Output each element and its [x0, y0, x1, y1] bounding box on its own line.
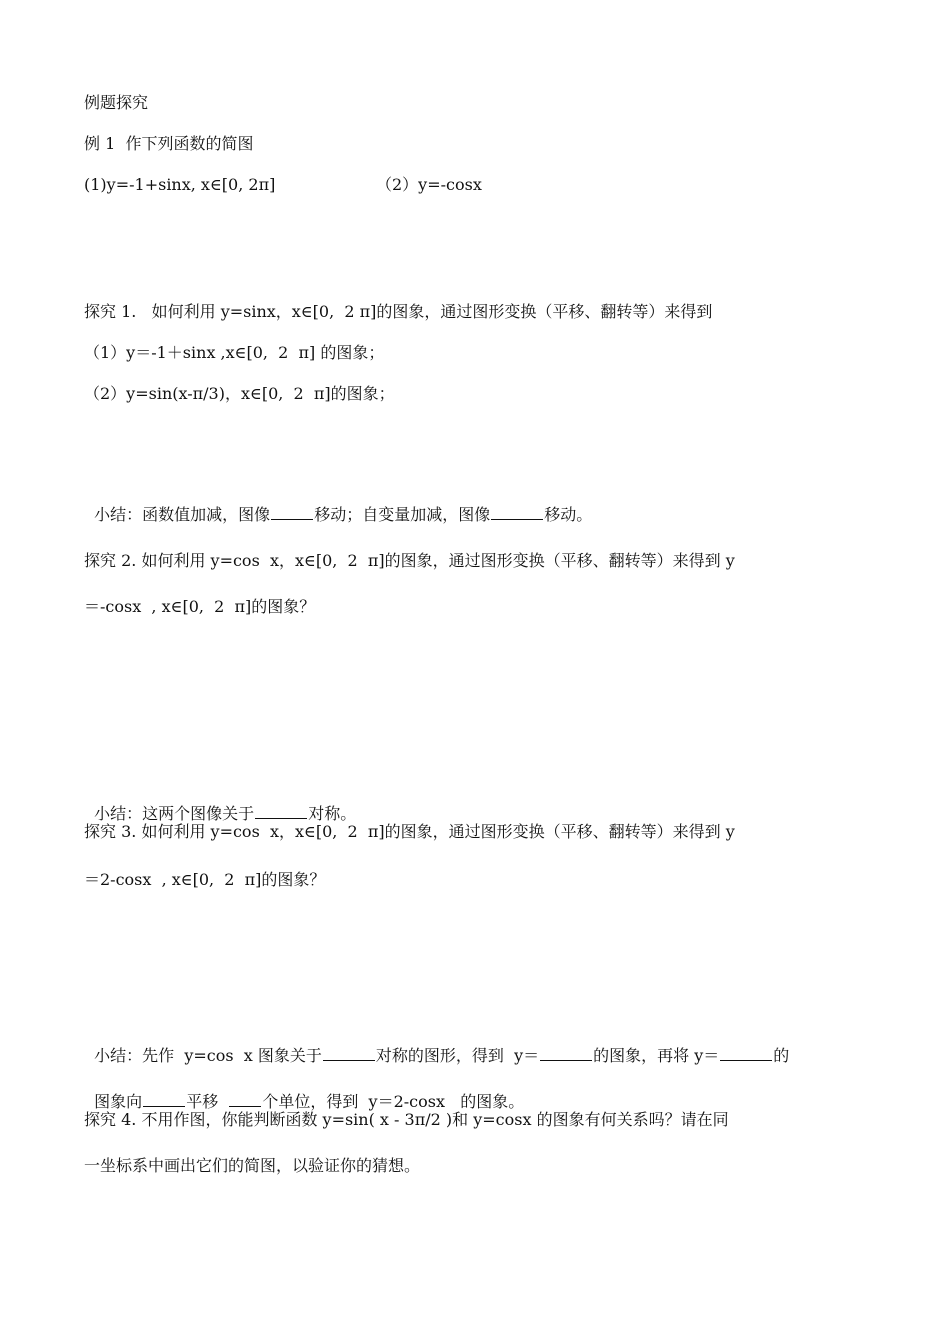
- summary3-part3: 的图象，再将 y＝: [593, 1046, 720, 1065]
- explore1-line1: 探究 1. 如何利用 y=sinx，x∈[0, 2 π]的图象，通过图形变换（平移、翻转等）来得到: [84, 302, 713, 321]
- summary3-line2: [84, 1068, 524, 1113]
- explore1-line2: （1）y＝-1＋sinx ,x∈[0, 2 π] 的图象；: [84, 343, 385, 362]
- summary3-line1: [84, 1022, 789, 1067]
- summary3-part5: 图象向: [94, 1092, 143, 1111]
- answer-blank[interactable]: [540, 1044, 592, 1061]
- summary2-part1: 小结：这两个图像关于: [94, 804, 255, 823]
- summary1-part1: 小结：函数值加减，图像: [94, 505, 271, 524]
- explore4-line2: 一坐标系中画出它们的简图，以验证你的猜想。: [84, 1156, 421, 1175]
- summary2-part2: 对称。: [308, 804, 357, 823]
- explore2-line1: 探究 2. 如何利用 y=cos x，x∈[0, 2 π]的图象，通过图形变换（平移、翻转等）来得到 y: [84, 551, 735, 570]
- explore3-line2: ＝2-cosx , x∈[0, 2 π]的图象？: [84, 870, 326, 889]
- example1-item1: (1)y=-1+sinx, x∈[0, 2π]: [84, 175, 276, 194]
- summary2: [84, 780, 356, 825]
- explore3-line1: 探究 3. 如何利用 y=cos x，x∈[0, 2 π]的图象，通过图形变换（平移、翻转等）来得到 y: [84, 822, 735, 841]
- summary3-part6: 平移: [186, 1092, 229, 1111]
- answer-blank[interactable]: [229, 1090, 261, 1107]
- summary3-part7: 个单位，得到 y＝2-cosx 的图象。: [262, 1092, 525, 1111]
- answer-blank[interactable]: [491, 503, 543, 520]
- summary1: [84, 481, 592, 526]
- summary3-part2: 对称的图形，得到 y＝: [375, 1046, 540, 1065]
- summary3-part4: 的: [773, 1046, 790, 1065]
- example1-title: 例 1 作下列函数的简图: [84, 134, 254, 153]
- summary1-part2: 移动；自变量加减，图像: [314, 505, 491, 524]
- section-title: 例题探究: [84, 93, 149, 112]
- answer-blank[interactable]: [720, 1044, 772, 1061]
- answer-blank[interactable]: [323, 1044, 375, 1061]
- explore2-line2: ＝-cosx , x∈[0, 2 π]的图象？: [84, 597, 316, 616]
- example1-item2: （2）y=-cosx: [376, 175, 482, 194]
- answer-blank[interactable]: [271, 503, 313, 520]
- explore1-line3: （2）y=sin(x-π/3)，x∈[0, 2 π]的图象；: [84, 384, 395, 403]
- answer-blank[interactable]: [143, 1090, 185, 1107]
- summary3-part1: 小结：先作 y=cos x 图象关于: [94, 1046, 322, 1065]
- summary1-part3: 移动。: [544, 505, 593, 524]
- answer-blank[interactable]: [255, 802, 307, 819]
- explore4-line1: 探究 4. 不用作图，你能判断函数 y=sin( x - 3π/2 )和 y=cosx 的图象有何关系吗？请在同: [84, 1110, 729, 1129]
